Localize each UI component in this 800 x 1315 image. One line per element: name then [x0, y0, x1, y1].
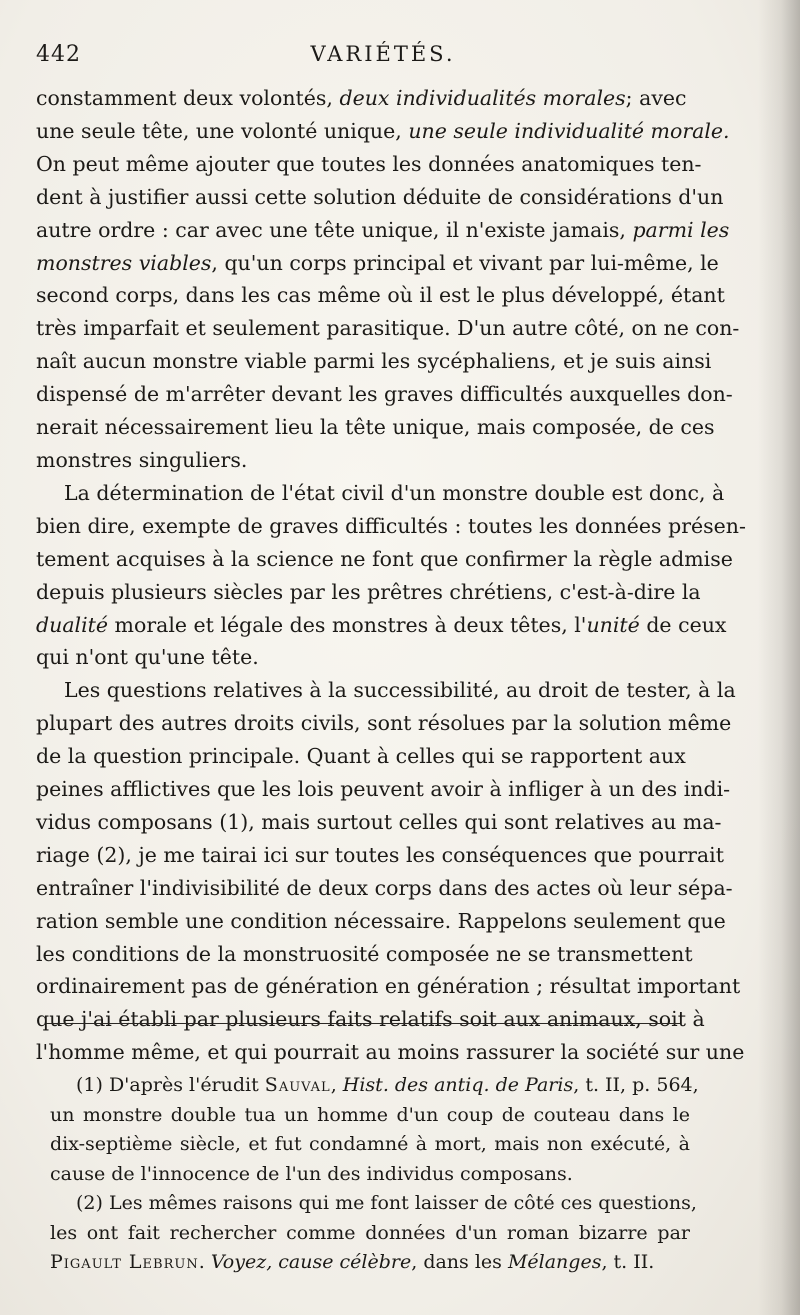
footnote-line: Pigault Lebrun. Voyez, cause célèbre, dans les Mélanges, t. II. — [50, 1251, 655, 1273]
text-line: On peut même ajouter que toutes les données anatomiques ten- — [36, 151, 702, 176]
footnote-line: cause de l'innocence de l'un des individus composans. — [50, 1162, 573, 1185]
running-title: VARIÉTÉS. — [310, 42, 456, 66]
text-line: dent à justifier aussi cette solution déduite de considérations d'un — [36, 184, 724, 209]
text-line: naît aucun monstre viable parmi les sycéphaliens, et je suis ainsi — [36, 349, 712, 374]
text-line: ration semble une condition nécessaire. Rappelons seulement que — [36, 908, 726, 933]
text-line: riage (2), je me tairai ici sur toutes les conséquences que pourrait — [36, 842, 724, 867]
text-line: tement acquises à la science ne font que confirmer la règle admise — [36, 546, 733, 571]
binding-shadow — [758, 0, 800, 1315]
text-line: ordinairement pas de génération en génération ; résultat important — [36, 974, 741, 999]
main-text — [36, 82, 746, 1069]
text-line: constamment deux volontés, deux individualités morales; avec — [36, 86, 687, 110]
text-line: l'homme même, et qui pourrait au moins rassurer la société sur une — [36, 1040, 745, 1065]
text-line: dualité morale et légale des monstres à deux têtes, l'unité de ceux — [36, 612, 727, 637]
text-line: peines afflictives que les lois peuvent avoir à infliger à un des indi- — [36, 777, 731, 802]
text-line: les conditions de la monstruosité composée ne se transmettent — [36, 941, 693, 966]
page-header — [36, 42, 730, 72]
paragraph-start: Les questions relatives à la successibilité, au droit de tester, à la — [64, 678, 736, 703]
footnote-line: dix-septième siècle, et fut condamné à mort, mais non exécuté, à — [50, 1133, 690, 1155]
text-line: une seule tête, une volonté unique, une seule individualité morale. — [36, 118, 730, 143]
footnote-2: (2) Les mêmes raisons qui me font laisser de côté ces questions, — [76, 1192, 697, 1214]
text-line: monstres viables, qu'un corps principal et vivant par lui-même, le — [36, 250, 719, 275]
text-line: monstres singuliers. — [36, 447, 248, 472]
text-line: nerait nécessairement lieu la tête unique, mais composée, de ces — [36, 415, 715, 440]
page-number: 442 — [36, 42, 81, 67]
footnotes — [50, 1071, 699, 1278]
text-line: dispensé de m'arrêter devant les graves difficultés auxquelles don- — [36, 382, 733, 407]
text-line: vidus composans (1), mais surtout celles qui sont relatives au ma- — [36, 809, 722, 834]
footnote-1: (1) D'après l'érudit Sauval, Hist. des antiq. de Paris, t. II, p. 564, — [76, 1074, 699, 1096]
text-line: second corps, dans les cas même où il est le plus développé, étant — [36, 283, 725, 308]
text-line: qui n'ont qu'une tête. — [36, 645, 259, 670]
text-line: que j'ai établi par plusieurs faits relatifs soit aux animaux, soit à — [36, 1007, 705, 1032]
footnote-line: un monstre double tua un homme d'un coup de couteau dans le — [50, 1103, 690, 1126]
text-line: autre ordre : car avec une tête unique, il n'existe jamais, parmi les — [36, 217, 730, 242]
text-line: entraîner l'indivisibilité de deux corps dans des actes où leur sépa- — [36, 875, 733, 900]
text-line: depuis plusieurs siècles par les prêtres chrétiens, c'est-à-dire la — [36, 579, 701, 604]
text-line: de la question principale. Quant à celles qui se rapportent aux — [36, 744, 686, 769]
text-line: très imparfait et seulement parasitique. D'un autre côté, on ne con- — [36, 316, 740, 341]
footnote-line: les ont fait rechercher comme données d'un roman bizarre par — [50, 1221, 690, 1244]
text-line: bien dire, exempte de graves difficultés : toutes les données présen- — [36, 513, 746, 538]
footnote-separator — [46, 1023, 680, 1024]
text-line: plupart des autres droits civils, sont résolues par la solution même — [36, 711, 732, 736]
paragraph-start: La détermination de l'état civil d'un monstre double est donc, à — [64, 480, 725, 505]
